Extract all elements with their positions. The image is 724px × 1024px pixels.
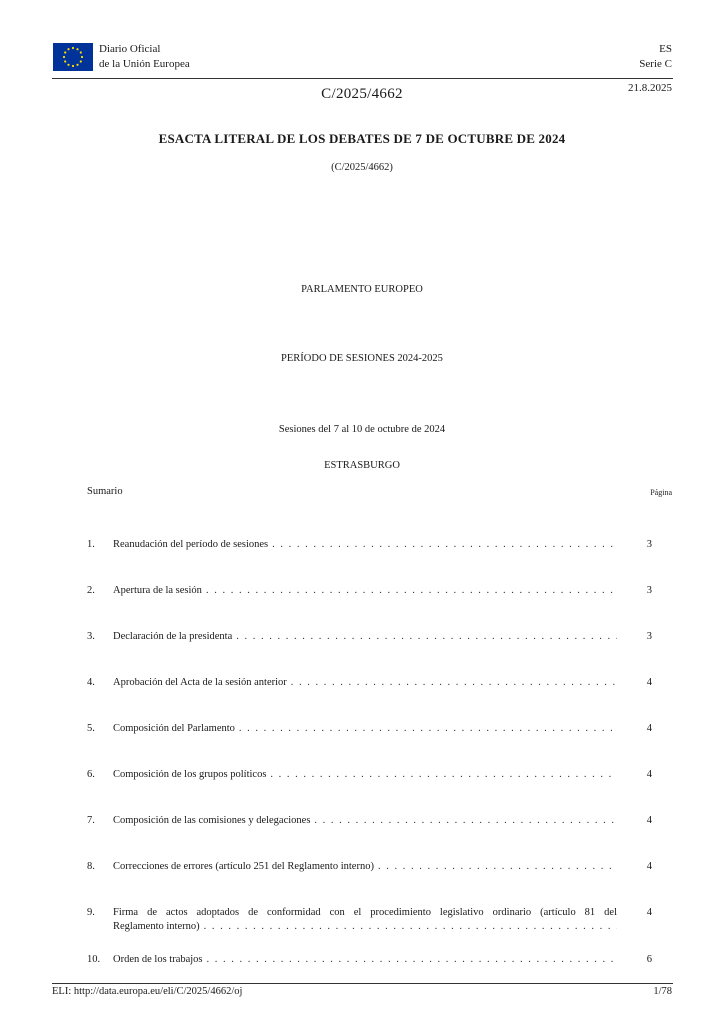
eu-flag-icon [53, 43, 93, 71]
toc-item-title: Composición de los grupos políticos [113, 769, 267, 780]
star-icon [64, 60, 66, 62]
journal-line-1: Diario Oficial [99, 43, 161, 55]
toc-item-page: 3 [646, 631, 652, 642]
series-label: Serie C [639, 58, 672, 70]
toc-item-page: 4 [646, 815, 652, 826]
toc-item-number: 7. [87, 815, 95, 826]
toc-item-title: Composición de las comisiones y delegaciones [113, 815, 311, 826]
toc-item-number: 4. [87, 677, 95, 688]
toc-heading: Sumario [87, 486, 123, 497]
journal-meta [639, 42, 672, 72]
star-icon [67, 64, 69, 66]
institution-name: PARLAMENTO EUROPEO [301, 284, 423, 295]
star-icon [80, 51, 82, 53]
toc-item-page: 6 [646, 954, 652, 965]
header-divider [52, 78, 673, 79]
toc-item-number: 5. [87, 723, 95, 734]
star-icon [72, 65, 74, 67]
footer-divider [52, 983, 673, 984]
star-icon [76, 64, 78, 66]
page-indicator: 1/78 [653, 986, 672, 997]
toc-item-title: Declaración de la presidenta [113, 631, 233, 642]
star-icon [63, 56, 65, 58]
toc-item-number: 9. [87, 907, 95, 918]
toc-item-title: Orden de los trabajos [113, 954, 203, 965]
toc-item-number: 2. [87, 585, 95, 596]
star-icon [76, 48, 78, 50]
document-number: C/2025/4662 [321, 86, 403, 102]
session-dates: Sesiones del 7 al 10 de octubre de 2024 [278, 424, 446, 435]
star-icon [67, 48, 69, 50]
journal-line-2: de la Unión Europea [99, 58, 190, 70]
toc-page-heading: Página [650, 488, 672, 497]
journal-name [99, 42, 190, 72]
language-code: ES [659, 43, 672, 55]
toc-item-page: 3 [646, 585, 652, 596]
document-title: ESACTA LITERAL DE LOS DEBATES DE 7 DE OCTUBRE DE 2024 [158, 131, 566, 146]
toc-item-title: Composición del Parlamento [113, 723, 235, 734]
session-period: PERÍODO DE SESIONES 2024-2025 [281, 353, 443, 364]
star-icon [81, 56, 83, 58]
toc-item-title: Apertura de la sesión [113, 585, 202, 596]
session-place: ESTRASBURGO [324, 460, 400, 471]
toc-item-page: 3 [646, 539, 652, 550]
toc-item-page: 4 [646, 677, 652, 688]
toc-item-page: 4 [646, 907, 652, 918]
toc-item-number: 8. [87, 861, 95, 872]
eu-stars-icon [53, 43, 93, 71]
toc-item-number: 10. [87, 954, 101, 965]
toc-item-title: Correcciones de errores (artículo 251 del Reglamento interno) [113, 861, 374, 872]
toc-item-page: 4 [646, 723, 652, 734]
toc-item-number: 6. [87, 769, 95, 780]
publication-date: 21.8.2025 [628, 82, 672, 94]
toc-item-number: 3. [87, 631, 95, 642]
toc-item-title: Reanudación del período de sesiones [113, 539, 269, 550]
toc-item-number: 1. [87, 539, 95, 550]
star-icon [80, 60, 82, 62]
eli-link[interactable]: ELI: http://data.europa.eu/eli/C/2025/4662/oj [52, 986, 243, 997]
star-icon [64, 51, 66, 53]
toc-item-page: 4 [646, 769, 652, 780]
document-subtitle: (C/2025/4662) [331, 162, 393, 173]
toc-item-title-line-2: Reglamento interno) [113, 921, 200, 932]
toc-item-page: 4 [646, 861, 652, 872]
toc-item-title: Aprobación del Acta de la sesión anterior [113, 677, 287, 688]
toc-item-title-line-1: Firma de actos adoptados de conformidad con el procedimiento legislativo ordinario (artículo 81 del [113, 907, 617, 918]
star-icon [72, 47, 74, 49]
